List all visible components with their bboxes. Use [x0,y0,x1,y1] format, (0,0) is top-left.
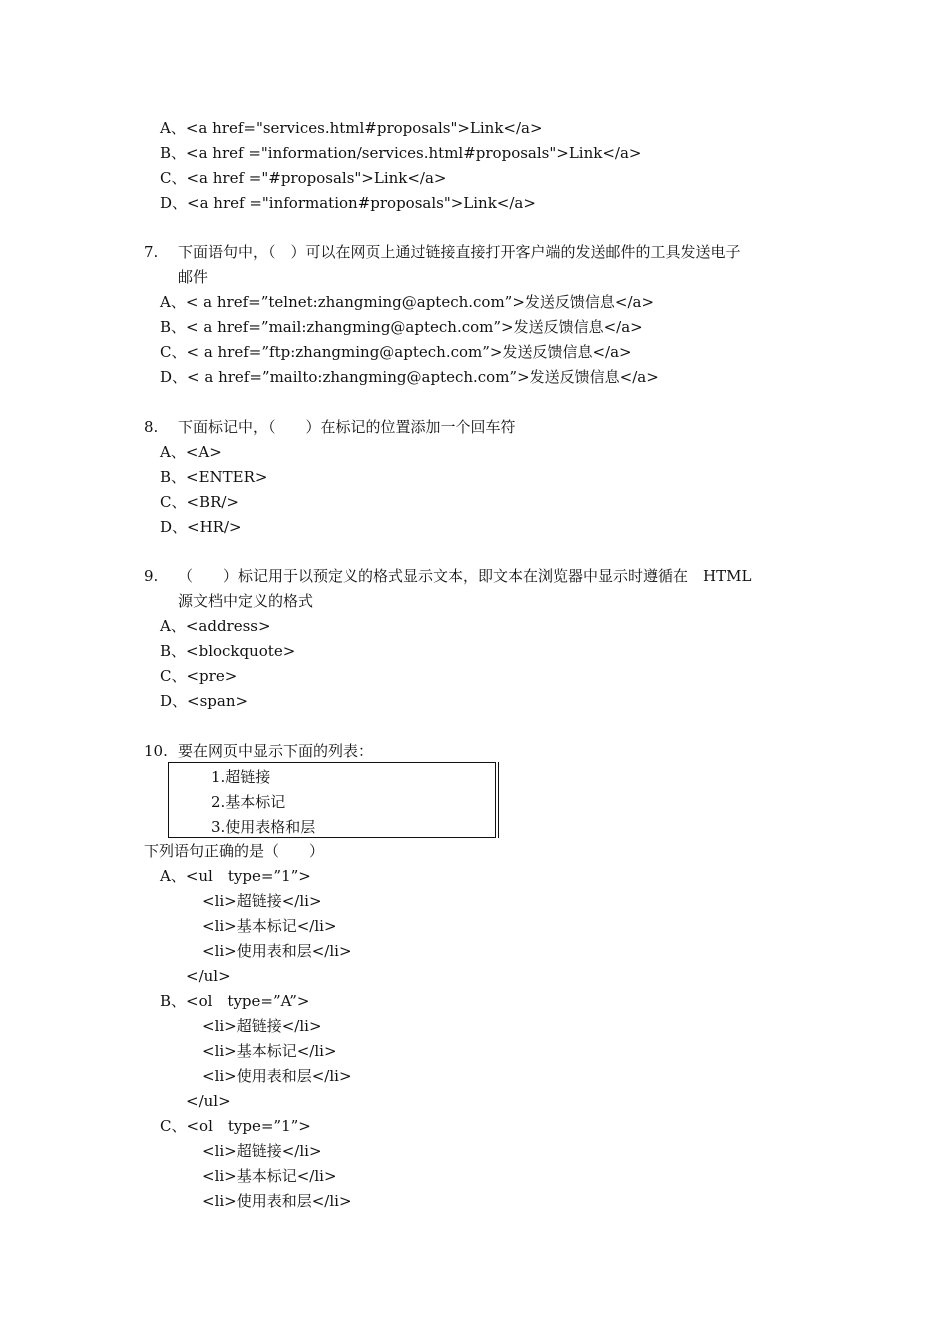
q8-option-a: A、<A> [160,443,222,461]
code-line: <li>超链接</li> [202,1017,322,1035]
q9-option-a: A、<address> [160,617,271,635]
code-line: <li>超链接</li> [202,892,322,910]
q6-option-b: B、<a href ="information/services.html#proposals">Link</a> [160,144,642,162]
q8-option-b: B、<ENTER> [160,468,268,486]
q7-option-c: C、< a href=”ftp:zhangming@aptech.com”>发送反馈信息</a> [160,343,632,361]
code-close: </ul> [186,967,231,985]
q7-option-d: D、< a href=”mailto:zhangming@aptech.com”>发送反馈信息</a> [160,368,659,386]
q6-option-c: C、<a href ="#proposals">Link</a> [160,169,447,187]
sample-list-item: 1.超链接 [211,768,271,786]
q10-prompt: 下列语句正确的是（ ） [144,842,325,860]
q7-option-b: B、< a href=”mail:zhangming@aptech.com”>发送反馈信息</a> [160,318,643,336]
q10-text: 要在网页中显示下面的列表： [178,742,374,760]
sample-list-item: 3.使用表格和层 [211,818,316,836]
q8-number: 8. [144,418,159,436]
q10-option-c: C、<ol type=”1”> [160,1117,311,1135]
code-line: <li>使用表和层</li> [202,1067,352,1085]
q9-number: 9. [144,567,159,585]
code-line: <li>基本标记</li> [202,1042,337,1060]
q7-option-a: A、< a href=”telnet:zhangming@aptech.com”>发送反馈信息</a> [160,293,655,311]
q9-option-b: B、<blockquote> [160,642,296,660]
sample-list-item: 2.基本标记 [211,793,286,811]
sample-list-box [168,762,496,838]
q6-option-d: D、<a href ="information#proposals">Link</a> [160,194,536,212]
q9-text-cont: 源文档中定义的格式 [178,592,314,610]
code-line: <li>使用表和层</li> [202,1192,352,1210]
q10-option-b: B、<ol type=”A”> [160,992,310,1010]
q10-number: 10. [144,742,168,760]
q9-text: （ ）标记用于以预定义的格式显示文本，即文本在浏览器中显示时遵循在 HTML [178,567,752,585]
q8-option-d: D、<HR/> [160,518,242,536]
code-line: <li>基本标记</li> [202,917,337,935]
q8-text: 下面标记中，（ ）在标记的位置添加一个回车符 [178,418,516,436]
q7-text-cont: 邮件 [178,268,209,286]
code-close: </ul> [186,1092,231,1110]
q6-option-a: A、<a href="services.html#proposals">Link</a> [160,119,543,137]
code-line: <li>超链接</li> [202,1142,322,1160]
q8-option-c: C、<BR/> [160,493,239,511]
code-line: <li>基本标记</li> [202,1167,337,1185]
q9-option-c: C、<pre> [160,667,238,685]
code-line: <li>使用表和层</li> [202,942,352,960]
q7-number: 7. [144,243,159,261]
q9-option-d: D、<span> [160,692,249,710]
q7-text: 下面语句中，（ ）可以在网页上通过链接直接打开客户端的发送邮件的工具发送电子 [178,243,741,261]
q10-option-a: A、<ul type=”1”> [160,867,311,885]
